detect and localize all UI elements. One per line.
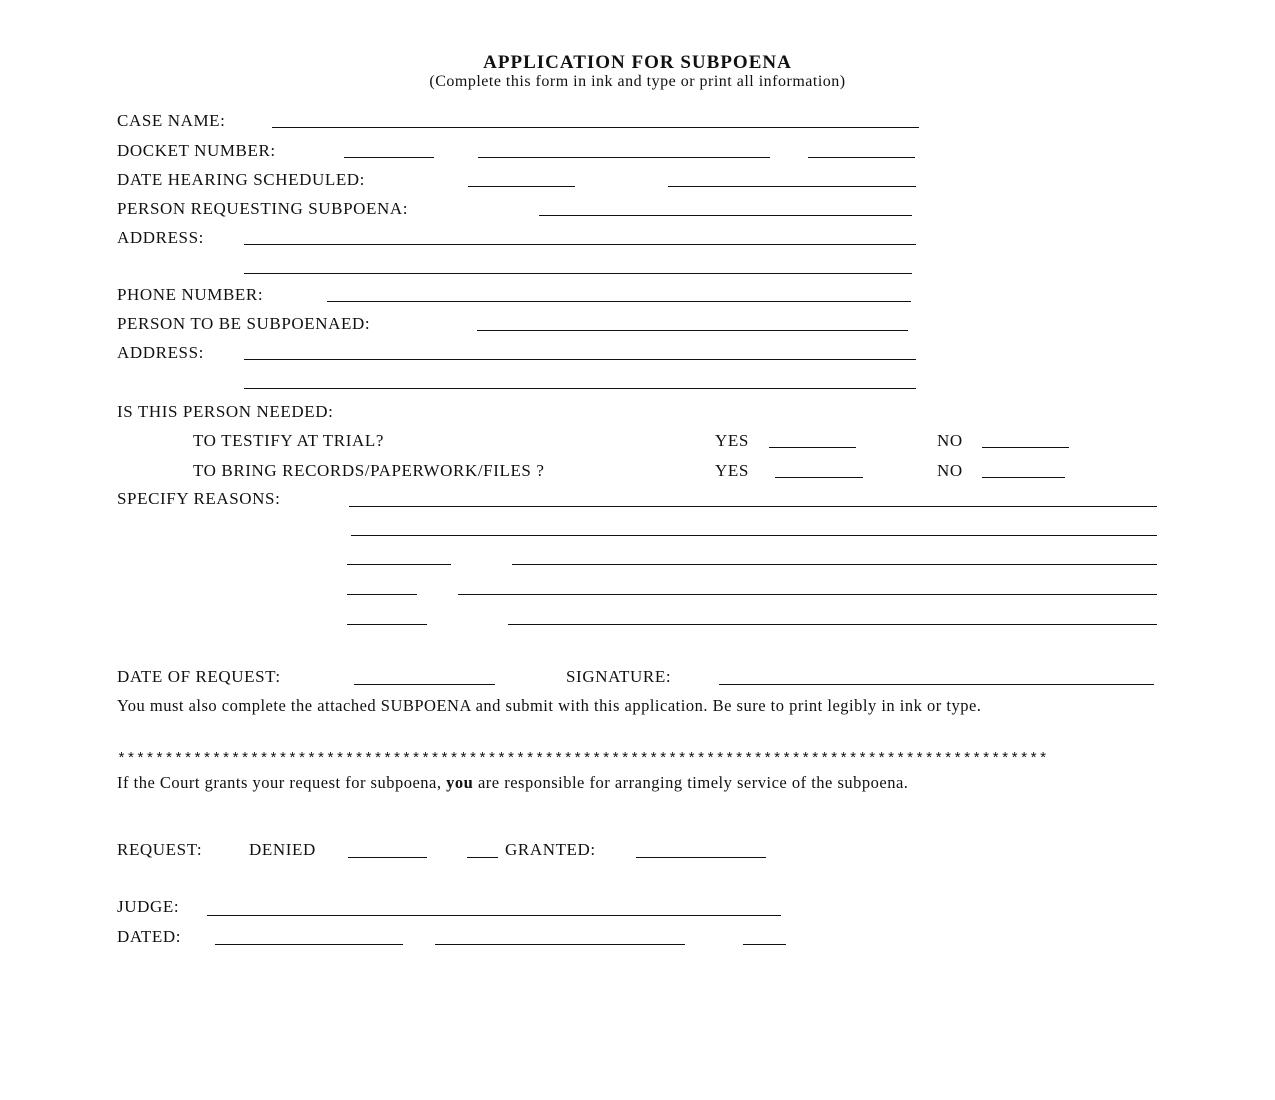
phone-number-label: PHONE NUMBER: bbox=[117, 285, 264, 304]
docket-number-line-2[interactable] bbox=[478, 157, 770, 158]
form-title: APPLICATION FOR SUBPOENA bbox=[483, 52, 792, 73]
reasons-line-2[interactable] bbox=[351, 535, 1157, 536]
testify-label: TO TESTIFY AT TRIAL? bbox=[193, 431, 384, 450]
court-notice-emphasis: you bbox=[446, 773, 474, 792]
date-hearing-label: DATE HEARING SCHEDULED: bbox=[117, 170, 366, 189]
address-line-2[interactable] bbox=[244, 273, 912, 274]
court-notice-text-2: are responsible for arranging timely service of the subpoena. bbox=[473, 773, 909, 792]
denied-line[interactable] bbox=[348, 857, 427, 858]
court-notice-text-1: If the Court grants your request for subpoena, bbox=[117, 773, 447, 792]
date-hearing-line[interactable] bbox=[468, 186, 575, 187]
signature-label: SIGNATURE: bbox=[566, 667, 672, 686]
reasons-line-5b[interactable] bbox=[508, 624, 1157, 625]
testify-yes-label: YES bbox=[715, 431, 749, 450]
dated-line-1[interactable] bbox=[215, 944, 403, 945]
address-label: ADDRESS: bbox=[117, 228, 204, 247]
denied-label: DENIED bbox=[249, 840, 316, 859]
records-label: TO BRING RECORDS/PAPERWORK/FILES ? bbox=[193, 461, 545, 480]
date-hearing-line-2[interactable] bbox=[668, 186, 916, 187]
person-subpoenaed-line[interactable] bbox=[477, 330, 908, 331]
docket-number-label: DOCKET NUMBER: bbox=[117, 141, 276, 160]
subpoenaed-address-line-2[interactable] bbox=[244, 388, 916, 389]
reasons-line-4a[interactable] bbox=[347, 594, 417, 595]
docket-number-line[interactable] bbox=[344, 157, 434, 158]
judge-label: JUDGE: bbox=[117, 897, 180, 916]
granted-line[interactable] bbox=[636, 857, 766, 858]
granted-pre-line[interactable] bbox=[467, 857, 498, 858]
subpoenaed-address-line[interactable] bbox=[244, 359, 916, 360]
case-name-line[interactable] bbox=[272, 127, 919, 128]
testify-yes-line[interactable] bbox=[769, 447, 856, 448]
docket-number-line-3[interactable] bbox=[808, 157, 915, 158]
subpoenaed-address-label: ADDRESS: bbox=[117, 343, 204, 362]
testify-no-label: NO bbox=[937, 431, 963, 450]
court-notice bbox=[117, 774, 1127, 792]
reasons-line-4b[interactable] bbox=[458, 594, 1157, 595]
reasons-line-1[interactable] bbox=[349, 506, 1157, 507]
case-name-label: CASE NAME: bbox=[117, 111, 226, 130]
dated-label: DATED: bbox=[117, 927, 182, 946]
date-of-request-line[interactable] bbox=[354, 684, 495, 685]
reasons-line-5a[interactable] bbox=[347, 624, 427, 625]
records-yes-line[interactable] bbox=[775, 477, 863, 478]
judge-line[interactable] bbox=[207, 915, 781, 916]
person-subpoenaed-label: PERSON TO BE SUBPOENAED: bbox=[117, 314, 371, 333]
dated-line-2[interactable] bbox=[435, 944, 685, 945]
subpoena-notice: You must also complete the attached SUBPOENA and submit with this application. Be sure to print legibly in ink or type. bbox=[117, 696, 982, 715]
specify-reasons-label: SPECIFY REASONS: bbox=[117, 489, 281, 508]
person-requesting-label: PERSON REQUESTING SUBPOENA: bbox=[117, 199, 409, 218]
request-label: REQUEST: bbox=[117, 840, 203, 859]
phone-number-line[interactable] bbox=[327, 301, 911, 302]
address-line[interactable] bbox=[244, 244, 916, 245]
signature-line[interactable] bbox=[719, 684, 1154, 685]
testify-no-line[interactable] bbox=[982, 447, 1069, 448]
date-of-request-label: DATE OF REQUEST: bbox=[117, 667, 281, 686]
records-no-line[interactable] bbox=[982, 477, 1065, 478]
granted-label: GRANTED: bbox=[505, 840, 596, 859]
records-yes-label: YES bbox=[715, 461, 749, 480]
form-subtitle: (Complete this form in ink and type or print all information) bbox=[429, 73, 846, 90]
person-requesting-line[interactable] bbox=[539, 215, 912, 216]
reasons-line-3a[interactable] bbox=[347, 564, 451, 565]
reasons-line-3b[interactable] bbox=[512, 564, 1157, 565]
separator-stars: ************************************************************************************************** bbox=[117, 751, 1049, 768]
records-no-label: NO bbox=[937, 461, 963, 480]
needed-heading: IS THIS PERSON NEEDED: bbox=[117, 402, 334, 421]
dated-line-3[interactable] bbox=[743, 944, 786, 945]
